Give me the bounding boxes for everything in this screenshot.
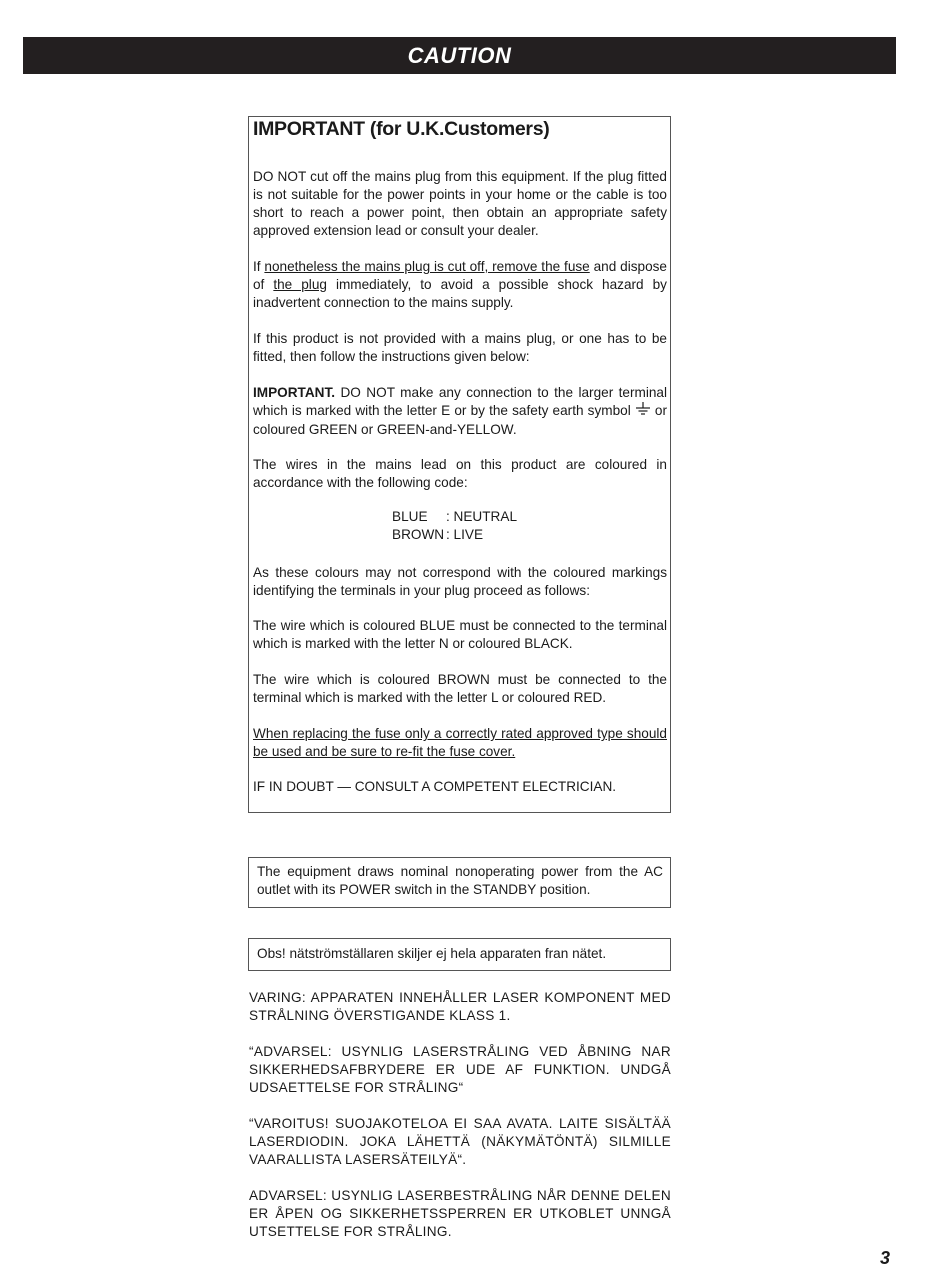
earth-symbol-icon	[635, 402, 651, 421]
warning-norwegian: ADVARSEL: USYNLIG LASERBESTRÅLING NÅR DENNE DELEN ER ÅPEN OG SIKKERHETSSPERREN ER UTKOBLET UNNGÅ UTSETTELSE FOR STRÅLING.	[249, 1188, 671, 1239]
paragraph-no-plug: If this product is not provided with a mains plug, or one has to be fitted, then follow the instructions given below:	[253, 331, 667, 364]
swedish-notice-text: Obs! nätströmställaren skiljer ej hela apparaten fran nätet.	[257, 946, 607, 961]
warning-swedish: VARING: APPARATEN INNEHÅLLER LASER KOMPONENT MED STRÅLNING ÖVERSTIGANDE KLASS 1.	[249, 990, 671, 1023]
underlined-text: nonetheless the mains plug is cut off, remove the fuse	[264, 259, 590, 274]
caution-banner	[23, 37, 896, 74]
text-span: If	[253, 259, 265, 274]
paragraph-cut-off	[253, 258, 667, 312]
text-span: DO NOT make any connection to the larger terminal which is marked with the letter E or by the safety earth symbol	[253, 385, 667, 419]
wire-meaning: : NEUTRAL	[446, 509, 518, 524]
paragraph-mains-plug: DO NOT cut off the mains plug from this equipment. If the plug fitted is not suitable for the power points in your home or the cable is too short to reach a power point, then obtain an appropriate safety approved extension lead or consult your dealer.	[253, 169, 667, 238]
wire-color: BLUE	[392, 509, 428, 524]
paragraph-blue-wire: The wire which is coloured BLUE must be connected to the terminal which is marked with the letter N or coloured BLACK.	[253, 618, 667, 651]
wire-color: BROWN	[392, 527, 445, 542]
page-number: 3	[880, 1248, 891, 1268]
text-span: or coloured GREEN or GREEN-and-YELLOW.	[253, 403, 667, 437]
warning-danish: “ADVARSEL: USYNLIG LASERSTRÅLING VED ÅBNING NAR SIKKERHEDSAFBRYDERE ER UDE AF FUNKTION. UNDGÅ UDSAETTELSE FOR STRÅLING“	[249, 1044, 671, 1095]
paragraph-consult: IF IN DOUBT — CONSULT A COMPETENT ELECTRICIAN.	[253, 779, 617, 794]
paragraph-colour-markings: As these colours may not correspond with the coloured markings identifying the terminals in your plug proceed as follows:	[253, 565, 667, 598]
wire-code-row	[392, 526, 517, 544]
warning-finnish: “VAROITUS! SUOJAKOTELOA EI SAA AVATA. LAITE SISÄLTÄÄ LASERDIODIN. JOKA LÄHETTÄ (NÄKYMÄTÖNTÄ) SILMILLE VAARALLISTA LASERSÄTEILYÄ“.	[249, 1116, 671, 1167]
wire-code-list	[392, 508, 517, 544]
bold-label: IMPORTANT.	[253, 385, 336, 400]
underlined-text: the plug	[273, 277, 327, 292]
text-span: immediately, to avoid a possible shock hazard by inadvertent connection to the mains supply.	[253, 277, 667, 310]
paragraph-wire-code: The wires in the mains lead on this product are coloured in accordance with the following code:	[253, 457, 667, 490]
paragraph-brown-wire: The wire which is coloured BROWN must be connected to the terminal which is marked with the letter L or coloured RED.	[253, 672, 667, 705]
paragraph-fuse: When replacing the fuse only a correctly rated approved type should be used and be sure to re-fit the fuse cover.	[253, 726, 667, 759]
text-span: and dispose of	[253, 259, 667, 292]
wire-code-row	[392, 508, 517, 526]
important-heading: IMPORTANT (for U.K.Customers)	[253, 118, 550, 140]
standby-text: The equipment draws nominal nonoperating power from the AC outlet with its POWER switch in the STANDBY position.	[257, 864, 663, 897]
banner-title: CAUTION	[407, 42, 512, 68]
wire-meaning: : LIVE	[446, 527, 484, 542]
paragraph-important-terminal	[253, 384, 667, 439]
